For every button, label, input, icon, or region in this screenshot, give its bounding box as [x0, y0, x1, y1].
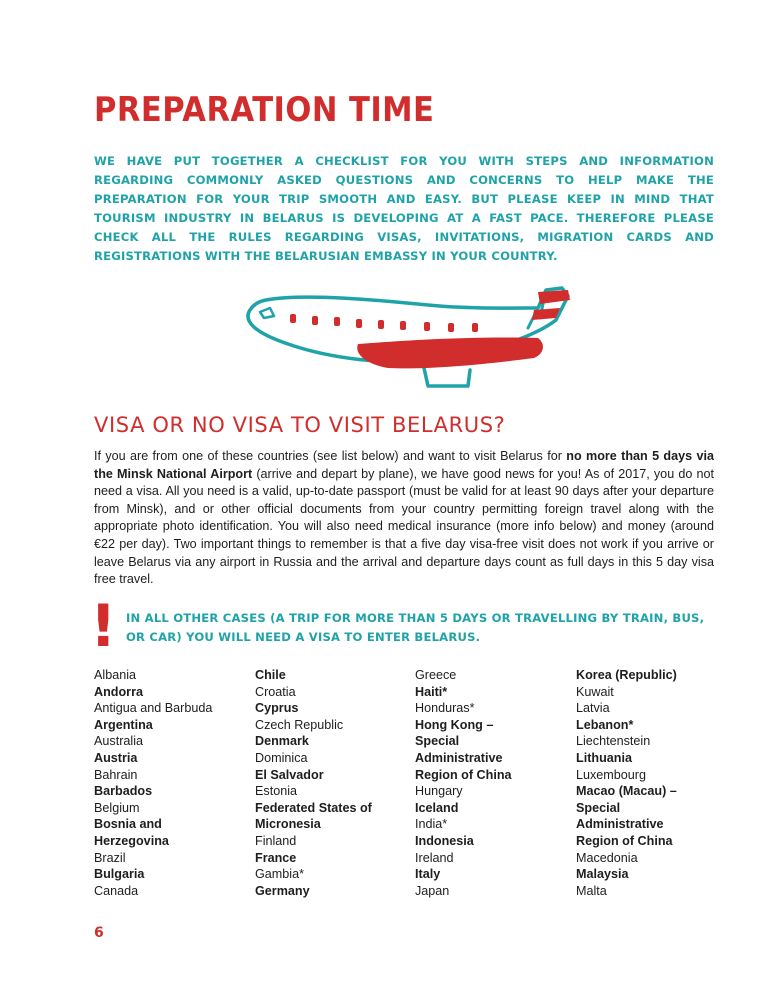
- country-item: Region of China: [576, 833, 673, 848]
- plane-engine: [424, 368, 470, 386]
- country-item: Chile: [255, 668, 286, 682]
- country-item: Korea (Republic): [576, 668, 677, 682]
- country-item: Indonesia: [415, 833, 474, 848]
- plane-window: [448, 323, 454, 332]
- country-item: Denmark: [255, 734, 309, 749]
- country-item: Hungary: [415, 784, 463, 799]
- country-item: Luxembourg: [576, 767, 647, 782]
- country-item: India*: [415, 817, 448, 832]
- country-item: Cyprus: [255, 701, 299, 716]
- plane-window: [424, 322, 430, 331]
- country-item: Australia: [94, 734, 143, 749]
- country-list-column-3: [415, 667, 575, 899]
- country-item: Croatia: [255, 684, 296, 699]
- plane-wing: [357, 337, 543, 368]
- country-item: Ireland: [415, 850, 454, 865]
- country-item: Macao (Macau) –: [576, 784, 677, 799]
- page-title: PREPARATION TIME: [94, 90, 435, 130]
- plane-window: [400, 321, 406, 330]
- country-item: Barbados: [94, 784, 153, 799]
- country-item: Malaysia: [576, 867, 629, 882]
- section-heading: VISA OR NO VISA TO VISIT BELARUS?: [94, 413, 506, 437]
- plane-window: [356, 319, 362, 328]
- country-item: Andorra: [94, 684, 143, 699]
- country-item: Japan: [415, 883, 450, 898]
- country-item: Albania: [94, 668, 137, 682]
- country-item: Honduras*: [415, 701, 475, 716]
- intro-paragraph: WE HAVE PUT TOGETHER A CHECKLIST FOR YOU WITH STEPS AND INFORMATION REGARDING COMMONLY ASKED QUESTIONS AND CONCERNS TO HELP MAKE THE PREPARATION FOR YOUR TRIP SMOOTH AND EASY. BUT PLEASE KEEP IN MIND THAT TOURISM INDUSTRY IN BELARUS IS DEVELOPING AT A FAST PACE. THEREFORE PLEASE CHECK ALL THE RULES REGARDING VISAS, INVITATIONS, MIGRATION CARDS AND REGISTRATIONS WITH THE BELARUSIAN EMBASSY IN YOUR COUNTRY.: [94, 154, 714, 263]
- country-item: Bosnia and: [94, 817, 162, 832]
- airplane-illustration: [238, 278, 578, 398]
- plane-window: [378, 320, 384, 329]
- country-item: Malta: [576, 883, 607, 898]
- country-item: Bahrain: [94, 767, 138, 782]
- country-item: Austria: [94, 750, 138, 765]
- country-item: Hong Kong –: [415, 717, 494, 732]
- country-item: Administrative: [415, 750, 503, 765]
- country-item: Kuwait: [576, 684, 614, 699]
- country-item: France: [255, 850, 297, 865]
- country-item: Italy: [415, 867, 441, 882]
- country-item: Belgium: [94, 800, 140, 815]
- country-item: El Salvador: [255, 767, 324, 782]
- page-number: 6: [94, 925, 104, 941]
- country-item: Micronesia: [255, 817, 321, 832]
- plane-window: [290, 314, 296, 323]
- country-item: Bulgaria: [94, 867, 145, 882]
- country-item: Lebanon*: [576, 717, 634, 732]
- country-item: Gambia*: [255, 867, 304, 882]
- visa-info-paragraph: If you are from one of these countries (see list below) and want to visit Belarus for no more than 5 days via the Minsk National Airport (arrive and depart by plane), we have good news for you! As of 2017, you do not need a visa. All you need is a valid, up-to-date passport (must be valid for at least 90 days after your departure from Minsk), and or other official documents from your country permitting foreign travel along with the appropriate photo identification. You will also need medical insurance (more info below) and money (around €22 per day). Two important things to remember is that a five day visa-free visit does not work if you arrive or leave Belarus via any airport in Russia and the arrival and departure days count as full days in this 5 day visa free travel.: [94, 449, 714, 587]
- country-item: Region of China: [415, 767, 512, 782]
- country-list-column-2: [255, 667, 415, 899]
- visa-free-condition: no more than 5 days via the Minsk National Airport: [94, 449, 714, 481]
- country-item: Germany: [255, 883, 310, 898]
- country-item: Brazil: [94, 850, 126, 865]
- country-item: Czech Republic: [255, 717, 344, 732]
- plane-window: [334, 317, 340, 326]
- country-item: Administrative: [576, 817, 664, 832]
- country-item: Herzegovina: [94, 833, 169, 848]
- country-list-column-1: [94, 667, 254, 899]
- country-item: Haiti*: [415, 684, 448, 699]
- country-list-column-4: [576, 667, 736, 899]
- exclamation-icon: !: [90, 592, 117, 660]
- country-item: Estonia: [255, 784, 298, 799]
- plane-cockpit: [260, 308, 274, 318]
- country-item: Greece: [415, 668, 457, 682]
- country-item: Iceland: [415, 800, 459, 815]
- country-item: Special: [576, 800, 621, 815]
- country-item: Canada: [94, 883, 139, 898]
- plane-window: [312, 316, 318, 325]
- country-item: Latvia: [576, 701, 610, 716]
- country-item: Dominica: [255, 750, 308, 765]
- country-item: Federated States of: [255, 800, 372, 815]
- country-item: Macedonia: [576, 850, 638, 865]
- country-item: Antigua and Barbuda: [94, 701, 213, 716]
- country-item: Argentina: [94, 717, 153, 732]
- visa-required-callout: IN ALL OTHER CASES (A TRIP FOR MORE THAN 5 DAYS OR TRAVELLING BY TRAIN, BUS, OR CAR) YOU WILL NEED A VISA TO ENTER BELARUS.: [126, 611, 705, 644]
- country-item: Finland: [255, 833, 297, 848]
- country-item: Special: [415, 734, 460, 749]
- country-item: Liechtenstein: [576, 734, 651, 749]
- plane-window: [472, 323, 478, 332]
- country-item: Lithuania: [576, 750, 632, 765]
